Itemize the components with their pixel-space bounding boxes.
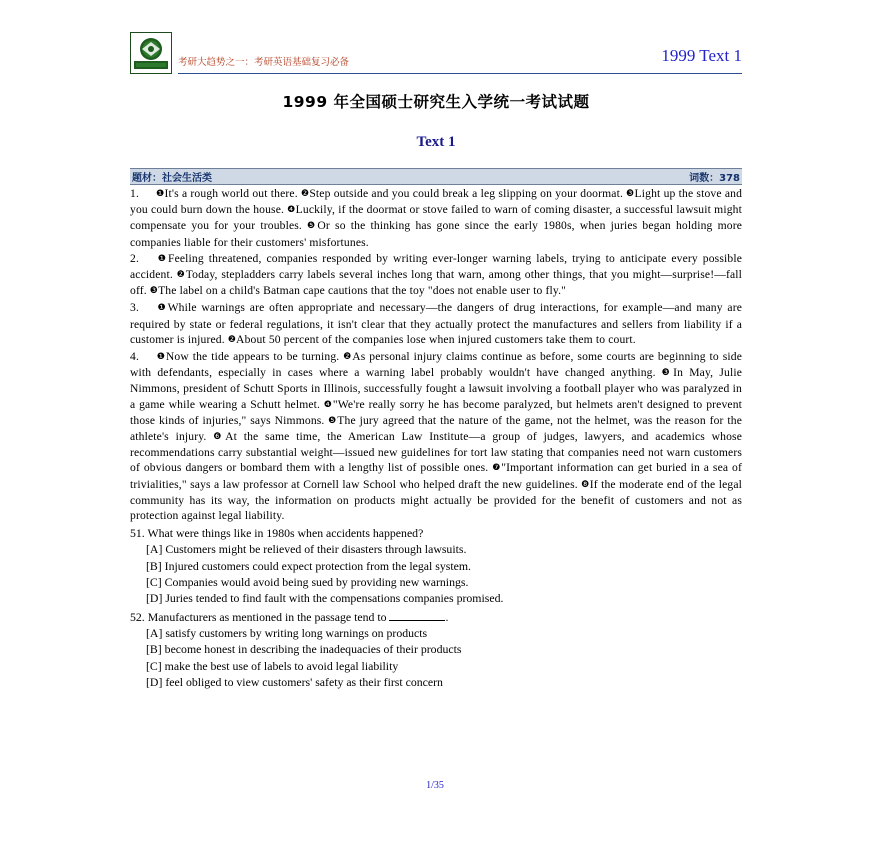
genre-info-bar bbox=[130, 168, 742, 185]
sentence-text: The label on a child's Batman cape cautions that the toy "does not enable user to fly." bbox=[158, 284, 567, 298]
question-number: 52. bbox=[130, 609, 148, 624]
passage-paragraph bbox=[130, 251, 742, 300]
question-stem bbox=[130, 525, 742, 541]
sentence-text: Luckily, if the doormat or stove failed to warn of coming disaster, a successful lawsuit might compensate you for your troubles. bbox=[130, 203, 742, 233]
sentence-marker: ❼ bbox=[492, 463, 502, 474]
sentence-marker: ❶ bbox=[156, 352, 166, 363]
option-list bbox=[130, 625, 742, 691]
option-item[interactable]: [B] Injured customers could expect protection from the legal system. bbox=[146, 558, 471, 573]
sentence-marker: ❶ bbox=[156, 253, 168, 264]
header-exam-label: 1999 Text 1 bbox=[661, 46, 742, 65]
sentence-text: Today, stepladders carry labels several inches long that warn, among other things, that you might—surprise!—fall off. bbox=[130, 268, 743, 298]
option-item[interactable]: [D] Juries tended to find fault with the compensations companies promised. bbox=[146, 591, 504, 606]
sentence-marker: ❹ bbox=[287, 205, 296, 216]
sentence-text: Or so the thinking has gone since the early 1980s, when juries began holding more companies liable for their customers' misfortunes. bbox=[130, 219, 743, 249]
passage-paragraph bbox=[130, 349, 742, 523]
questions-area bbox=[130, 525, 742, 690]
sentence-text: Light up the stove and you could burn down the house. bbox=[130, 187, 743, 217]
question-text: Manufacturers as mentioned in the passage tend to bbox=[147, 609, 390, 624]
page-content bbox=[130, 30, 742, 691]
option-item[interactable]: [A] Customers might be relieved of their disasters through lawsuits. bbox=[146, 542, 467, 557]
genre-label: 题材：社会生活类 bbox=[132, 173, 212, 184]
page-title: 1999 年全国硕士研究生入学统一考试试题 bbox=[282, 93, 590, 111]
paragraph-number: 1. bbox=[130, 187, 139, 200]
page-header bbox=[130, 30, 742, 78]
sentence-text: Now the tide appears to be turning. bbox=[165, 350, 344, 364]
passage-paragraph bbox=[130, 186, 742, 250]
sentence-text: About 50 percent of the companies lose when injured customers take them to court. bbox=[236, 332, 636, 346]
sentence-text: "We're really sorry he has become paralyzed, but helmets aren't designed to prevent those kinds of injuries," says Nimmons. bbox=[130, 397, 743, 427]
sentence-marker: ❷ bbox=[300, 189, 310, 199]
option-item[interactable]: [D] feel obliged to view customers' safety as their first concern bbox=[146, 675, 443, 690]
sentence-marker: ❺ bbox=[328, 415, 338, 426]
question-stem bbox=[130, 609, 742, 625]
option-item[interactable]: [C] make the best use of labels to avoid legal liability bbox=[146, 658, 399, 673]
question-block bbox=[130, 525, 742, 607]
page-number: 1/35 bbox=[426, 780, 444, 791]
page-footer bbox=[0, 780, 870, 791]
paragraph-number: 4. bbox=[130, 350, 139, 364]
sentence-text: In May, Julie Nimmons, president of Schutt Sports in Illinois, successfully fought a lawsuit involving a football player who was paralyzed in a game while wearing a Schutt helmet. bbox=[130, 366, 743, 411]
answer-blank bbox=[389, 611, 445, 621]
sentence-marker: ❶ bbox=[156, 189, 165, 199]
word-count-label: 词数：378 bbox=[689, 173, 740, 184]
sentence-text: As personal injury claims continue as before, some courts are beginning to side with defendants, especially in cases where a warning label probably wouldn't have changed anything. bbox=[130, 350, 742, 380]
sentence-marker: ❷ bbox=[343, 352, 353, 363]
sentence-marker: ❷ bbox=[176, 270, 186, 281]
header-subtitle: 考研大趋势之一：考研英语基础复习必备 bbox=[178, 57, 350, 68]
university-seal-logo bbox=[130, 32, 172, 74]
section-title: Text 1 bbox=[416, 134, 456, 150]
sentence-text: It's a rough world out there. bbox=[164, 187, 301, 200]
sentence-text: The jury agreed that the nature of the game, not the helmet, was the reason for the athlete's injury. bbox=[130, 413, 742, 444]
passage-body bbox=[130, 186, 742, 523]
question-text: What were things like in 1980s when accidents happened? bbox=[147, 526, 424, 541]
paragraph-number: 2. bbox=[130, 251, 139, 265]
question-block bbox=[130, 609, 742, 691]
option-item[interactable]: [A] satisfy customers by writing long warnings on products bbox=[146, 625, 428, 640]
sentence-text: If the moderate end of the legal community has its way, the information on products might actually be provided for the benefit of customers and not as protection against legal liability. bbox=[130, 477, 742, 523]
question-text-tail: . bbox=[445, 609, 449, 624]
paragraph-number: 3. bbox=[130, 301, 139, 315]
sentence-text: At the same time, the American Law Institute—a group of judges, lawyers, and academics whose recommendations carry substantial weight—issued new guidelines for tort law stating that companies need not warn customers of obvious dangers or bombard them with a lengthy list of possible ones. bbox=[130, 430, 743, 475]
sentence-marker: ❸ bbox=[149, 286, 159, 297]
sentence-marker: ❽ bbox=[581, 479, 590, 490]
passage-paragraph bbox=[130, 300, 742, 348]
option-item[interactable]: [C] Companies would avoid being sued by providing new warnings. bbox=[146, 575, 469, 590]
sentence-marker: ❻ bbox=[213, 432, 226, 443]
sentence-marker: ❹ bbox=[323, 399, 333, 410]
sentence-text: "Important information can get buried in a sea of trivialities," says a law professor at Cornell law School who helped draft the new guidelines. bbox=[130, 461, 742, 491]
question-number: 51. bbox=[130, 526, 148, 541]
sentence-text: Step outside and you could break a leg slipping on your doormat. bbox=[309, 187, 627, 200]
header-divider bbox=[178, 73, 742, 74]
sentence-marker: ❸ bbox=[626, 189, 635, 199]
sentence-marker: ❸ bbox=[661, 368, 674, 379]
sentence-text: While warnings are often appropriate and necessary—the dangers of drug interactions, for example—and many are required by state or federal regulations, it isn't clear that they actually protect the manufactures and sellers from liability if a customer is injured. bbox=[130, 301, 743, 346]
sentence-marker: ❶ bbox=[156, 303, 168, 314]
sentence-text: Feeling threatened, companies responded by writing ever-longer warning labels, trying to anticipate every possible accident. bbox=[130, 251, 742, 282]
option-item[interactable]: [B] become honest in describing the inadequacies of their products bbox=[146, 642, 462, 657]
option-list bbox=[130, 541, 742, 607]
sentence-marker: ❷ bbox=[227, 334, 237, 345]
sentence-marker: ❺ bbox=[307, 221, 318, 232]
